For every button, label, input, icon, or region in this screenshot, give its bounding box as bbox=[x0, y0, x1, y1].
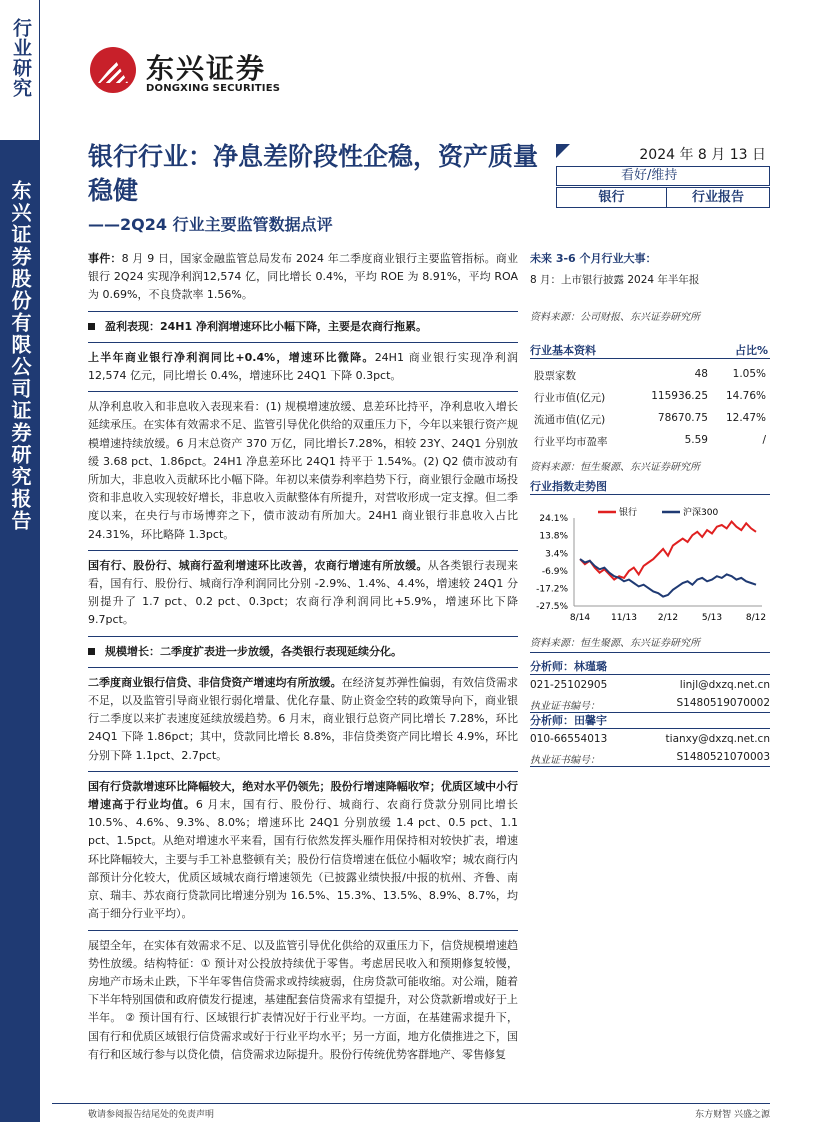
report-subtitle: ——2Q24 行业主要监管数据点评 bbox=[88, 215, 333, 234]
analyst2-cert: S1480521070003 bbox=[676, 751, 770, 763]
source-note: 资料来源：公司财报、东兴证券研究所 bbox=[530, 312, 700, 323]
report-date: 2024 年 8 月 13 日 bbox=[639, 147, 766, 163]
divider bbox=[88, 771, 518, 772]
y-tick-label: -27.5% bbox=[536, 602, 568, 612]
row-label: 行业平均市盈率 bbox=[534, 436, 608, 448]
x-tick-label: 5/13 bbox=[701, 613, 723, 623]
y-tick-label: 24.1% bbox=[539, 514, 568, 524]
tag-row bbox=[556, 187, 770, 208]
company-logo bbox=[90, 45, 290, 101]
sidebar-bottom bbox=[0, 140, 40, 1122]
sidebar-top bbox=[0, 0, 40, 140]
paragraph bbox=[88, 349, 518, 385]
table-row bbox=[530, 412, 770, 430]
table-row bbox=[530, 390, 770, 408]
paragraph-text: 从各类银行表现来看，国有行、股份行、城商行净利润同比分别 -2.9%、1.4%、4.4%，增速较 24Q1 分别提升了 1.7 pct、0.2 pct、0.3pct；农商行净利润同比+5.9%，增速环比下降 9.7pct。 bbox=[88, 558, 519, 627]
divider bbox=[88, 667, 518, 668]
row-pct: 1.05% bbox=[732, 368, 766, 380]
event-text: 8 月 9 日，国家金融监管总局发布 2024 年二季度商业银行主要监管指标。商业银行 2Q24 实现净利润12,574 亿，同比增长 0.4%，平均 ROE 为 8.91%，平均 ROA 为 0.69%，不良贷款率 1.56%。 bbox=[88, 252, 518, 302]
source-note: 资料来源：恒生聚源、东兴证券研究所 bbox=[530, 462, 700, 473]
bullet-square-icon bbox=[88, 648, 95, 655]
analyst2-phone: 010-66554013 bbox=[530, 733, 608, 745]
analyst1-phone: 021-25102905 bbox=[530, 679, 608, 691]
divider bbox=[530, 652, 770, 653]
divider bbox=[530, 728, 770, 729]
divider bbox=[88, 636, 518, 637]
index-trend-chart bbox=[530, 506, 770, 636]
row-pct: / bbox=[762, 434, 766, 446]
x-tick-label: 11/13 bbox=[611, 613, 637, 623]
x-tick-label: 8/14 bbox=[569, 613, 591, 623]
logo-mark-icon bbox=[90, 47, 136, 93]
section-heading-text: 盈利表现：24H1 净利润增速环比小幅下降，主要是农商行拖累。 bbox=[105, 319, 427, 333]
row-pct: 12.47% bbox=[725, 412, 766, 424]
row-value: 48 bbox=[694, 368, 708, 380]
divider bbox=[530, 674, 770, 675]
basics-title: 行业基本资料 bbox=[530, 344, 596, 357]
divider bbox=[88, 550, 518, 551]
divider bbox=[88, 311, 518, 312]
analyst1-cert: S1480519070002 bbox=[676, 697, 770, 709]
basics-pct-header: 占比% bbox=[734, 344, 768, 357]
paragraph-lead: 国有行贷款增速环比降幅较大，绝对水平仍领先；股份行增速降幅收窄；优质区域中小行增速高于行业均值。 bbox=[88, 779, 518, 812]
x-tick-label: 8/12 bbox=[745, 613, 767, 623]
logo-cn-text: 东兴证券 bbox=[146, 52, 267, 85]
table-row bbox=[530, 368, 770, 386]
report-title: 银行行业：净息差阶段性企稳，资产质量稳健 bbox=[88, 142, 539, 205]
paragraph-text: 24H1 商业银行实现净利润 12,574 亿元，同比增长 0.4%，增速环比 24Q1 下降 0.3pct。 bbox=[88, 350, 519, 383]
divider bbox=[88, 342, 518, 343]
analyst1-email[interactable]: linjl@dxzq.net.cn bbox=[679, 679, 770, 691]
report-type-tag: 行业报告 bbox=[691, 190, 744, 205]
bullet-square-icon bbox=[88, 323, 95, 330]
paragraph: 从净利息收入和非息收入表现来看：(1) 规模增速放缓、息差环比持平，净利息收入增长延续承压。在实体有效需求不足、监管引导优化供给的双重压力下，今年以来银行资产规模增速持续放缓。6 月末总资产 370 万亿，同比增长7.28%，相较 23Y、24Q1 分别放缓 3.68 pct、1.86pct。24H1 净息差环比 24Q1 持平于 1.54%。(2) Q2 债市波动有所加大，非息收入贡献环比小幅下降。年初以来债券利率趋势下行，商业银行金融市场投资和非息收入实现较好增长，非息收入贡献整体有所提升，对营收形成一定支撑。但二季度以来，在央行与市场博弈之下，债市波动有所加大。24H1 商业银行非息收入占比 24.31%，环比略降 1.3pct。 bbox=[88, 400, 518, 541]
paragraph-text: 在经济复苏弹性偏弱，有效信贷需求不足，以及监管引导商业银行弱化增量、优化存量、防止资金空转的政策导向下，商业银行二季度以来扩表速度延续放缓趋势。6 月末，商业银行总资产同比增长 7.28%，环比 24Q1 下降 1.86pct；其中，贷款同比增长 8.8%，非信贷类资产同比增长 4.9%，环比分别下降 1.1pct、2.7pct。 bbox=[88, 675, 519, 762]
paragraph bbox=[88, 674, 518, 765]
divider bbox=[88, 930, 518, 931]
date-rating-box bbox=[556, 144, 770, 208]
paragraph-lead: 国有行、股份行、城商行盈利增速环比改善，农商行增速有所放缓。 bbox=[88, 558, 428, 572]
row-pct: 14.76% bbox=[725, 390, 766, 402]
row-value: 115936.25 bbox=[651, 390, 708, 402]
section-heading-text: 规模增长：二季度扩表进一步放缓，各类银行表现延续分化。 bbox=[105, 644, 402, 658]
analyst1-title: 分析师：林瑾璐 bbox=[530, 660, 607, 673]
table-row bbox=[530, 434, 770, 452]
trend-title: 行业指数走势图 bbox=[530, 480, 607, 493]
industry-tag: 银行 bbox=[557, 188, 667, 207]
rating-cell bbox=[556, 166, 770, 186]
divider bbox=[530, 358, 770, 359]
paragraph-lead: 上半年商业银行净利润同比+0.4%，增速环比微降。 bbox=[88, 350, 375, 364]
row-label: 流通市值(亿元) bbox=[534, 414, 606, 426]
x-tick-label: 2/12 bbox=[657, 613, 679, 623]
analyst2-title: 分析师：田馨宇 bbox=[530, 714, 607, 727]
y-tick-label: -17.2% bbox=[536, 584, 568, 595]
report-category-label: 行业研究 bbox=[10, 18, 32, 98]
divider bbox=[88, 391, 518, 392]
row-value: 78670.75 bbox=[657, 412, 708, 424]
logo-en-text: DONGXING SECURITIES bbox=[146, 83, 281, 94]
section-heading-profit bbox=[88, 318, 518, 336]
footer-slogan: 东方财智 兴盛之源 bbox=[695, 1110, 770, 1120]
event-paragraph bbox=[88, 250, 518, 305]
rating-text: 看好/维持 bbox=[621, 168, 678, 183]
paragraph-lead: 二季度商业银行信贷、非信贷资产增速均有所放缓。 bbox=[88, 675, 342, 689]
event-label: 事件： bbox=[88, 252, 122, 265]
legend-label: 沪深300 bbox=[683, 508, 719, 518]
events-text: 8 月：上市银行披露 2024 年半年报 bbox=[530, 274, 700, 286]
row-label: 股票家数 bbox=[534, 370, 576, 382]
paragraph-text: 6 月末，国有行、股份行、城商行、农商行贷款分别同比增长 10.5%、4.6%、9.3%、8.0%；增速环比 24Q1 分别放缓 1.4 pct、0.5 pct、1.1 pct、1.5pct。从绝对增速水平来看，国有行依然发挥头雁作用保持相对较快扩表，增速环比降幅较大，主要与手工补息整顿有关；股份行信贷增速在低位小幅收窄；城农商行内部预计分化较大，优质区域城农商行增速领先（已披露业绩快报/中报的杭州、齐鲁、南京、瑞丰、苏农商行贷款同比增速分别为 16.5%、15.3%、13.5%、8.9%、8.7%，均高于细分行业平均）。 bbox=[88, 798, 518, 921]
y-tick-label: -6.9% bbox=[541, 566, 568, 577]
events-title: 未来 3-6 个月行业大事： bbox=[530, 252, 657, 265]
source-note: 资料来源：恒生聚源、东兴证券研究所 bbox=[530, 638, 700, 649]
divider bbox=[530, 766, 770, 767]
legend-label: 银行 bbox=[619, 508, 638, 518]
y-tick-label: 3.4% bbox=[545, 549, 568, 560]
paragraph bbox=[88, 557, 518, 630]
analyst2-email[interactable]: tianxy@dxzq.net.cn bbox=[665, 733, 770, 745]
footer-disclaimer: 敬请参阅报告结尾处的免责声明 bbox=[88, 1110, 215, 1120]
y-tick-label: 13.8% bbox=[539, 531, 568, 542]
company-report-label: 东兴证券股份有限公司证券研究报告 bbox=[8, 180, 32, 532]
corner-triangle-icon bbox=[556, 144, 570, 158]
series-line bbox=[580, 559, 756, 597]
footer-divider bbox=[52, 1103, 770, 1104]
paragraph bbox=[88, 778, 518, 924]
cert-label: 执业证书编号： bbox=[530, 701, 600, 712]
cert-label: 执业证书编号： bbox=[530, 755, 600, 766]
main-body bbox=[88, 250, 518, 1070]
row-value: 5.59 bbox=[684, 434, 708, 446]
section-heading-scale bbox=[88, 643, 518, 661]
divider bbox=[530, 494, 770, 495]
row-label: 行业市值(亿元) bbox=[534, 392, 606, 404]
paragraph: 展望全年，在实体有效需求不足、以及监管引导优化供给的双重压力下，信贷规模增速趋势性放缓。结构特征：① 预计对公投放持续优于零售。考虑居民收入和预期修复较慢，房地产市场未止跌，下半年零售信贷需求或持续疲弱，住房贷款可能收缩。对公端，随着下半年特别国债和政府债发行提速，基建配套信贷需求有望提升，对公贷款新增或好于上半年。 ② 预计国有行、区域银行扩表情况好于行业平均。一方面，在基建需求提升下，国有行和优质区域银行信贷需求或好于行业平均水平；另一方面，地方化债推进之下，国有行和区域行参与以贷化债，信贷需求边际提升。股份行传统优势客群地产、零售修复 bbox=[88, 938, 518, 1061]
